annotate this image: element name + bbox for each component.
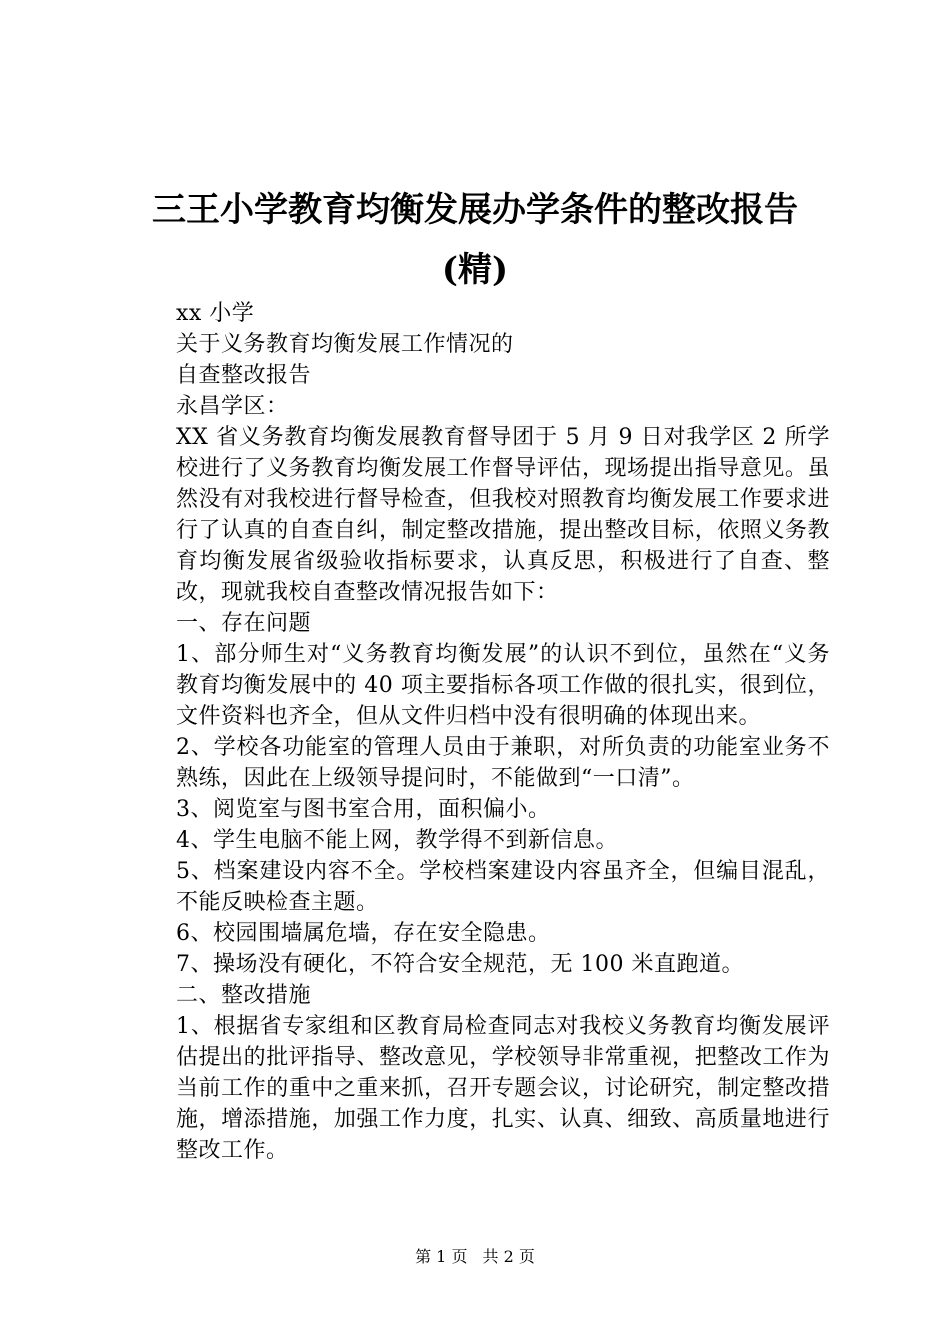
problem-item-3: 3、阅览室与图书室合用，面积偏小。 — [176, 797, 551, 822]
section-heading-measures: 二、整改措施 — [176, 983, 312, 1008]
document-title-suffix: (精) — [441, 250, 509, 290]
problem-item-6: 6、校园围墙属危墙，存在安全隐患。 — [176, 921, 551, 946]
document-title: 三王小学教育均衡发展办学条件的整改报告 — [152, 190, 798, 230]
document-body — [130, 298, 830, 1166]
page-number: 第 1 页 — [415, 1247, 468, 1266]
page-footer — [0, 1244, 950, 1267]
intro-paragraph: XX 省义务教育均衡发展教育督导团于 5 月 9 日对我学区 2 所学校进行了义务教育均衡发展工作督导评估，现场提出指导意见。虽然没有对我校进行督导检查，但我校对照教育均衡发展工作要求进行了认真的自查自纠，制定整改措施，提出整改目标，依照义务教育均衡发展省级验收指标要求，认真反思，积极进行了自查、整改，现就我校自查整改情况报告如下： — [176, 425, 830, 605]
report-type-line: 自查整改报告 — [176, 363, 312, 388]
report-subject-line: 关于义务教育均衡发展工作情况的 — [176, 332, 514, 357]
problem-item-5: 5、档案建设内容不全。学校档案建设内容虽齐全，但编目混乱，不能反映检查主题。 — [176, 859, 830, 915]
measure-item-1: 1、根据省专家组和区教育局检查同志对我校义务教育均衡发展评估提出的批评指导、整改意见，学校领导非常重视，把整改工作为当前工作的重中之重来抓，召开专题会议，讨论研究，制定整改措施，增添措施，加强工作力度，扎实、认真、细致、高质量地进行整改工作。 — [176, 1014, 830, 1163]
school-name-line: xx 小学 — [176, 301, 255, 326]
section-heading-problems: 一、存在问题 — [176, 611, 312, 636]
problem-item-2: 2、学校各功能室的管理人员由于兼职，对所负责的功能室业务不熟练，因此在上级领导提问时，不能做到“一口清”。 — [176, 735, 830, 791]
addressee-line: 永昌学区： — [176, 394, 289, 419]
page-total: 共 2 页 — [482, 1247, 535, 1266]
problem-item-4: 4、学生电脑不能上网，教学得不到新信息。 — [176, 828, 618, 853]
problem-item-1: 1、部分师生对“义务教育均衡发展”的认识不到位，虽然在“义务教育均衡发展中的 40 项主要指标各项工作做的很扎实，很到位，文件资料也齐全，但从文件归档中没有很明确的体现出来。 — [176, 642, 830, 729]
problem-item-7: 7、操场没有硬化，不符合安全规范，无 100 米直跑道。 — [176, 952, 744, 977]
